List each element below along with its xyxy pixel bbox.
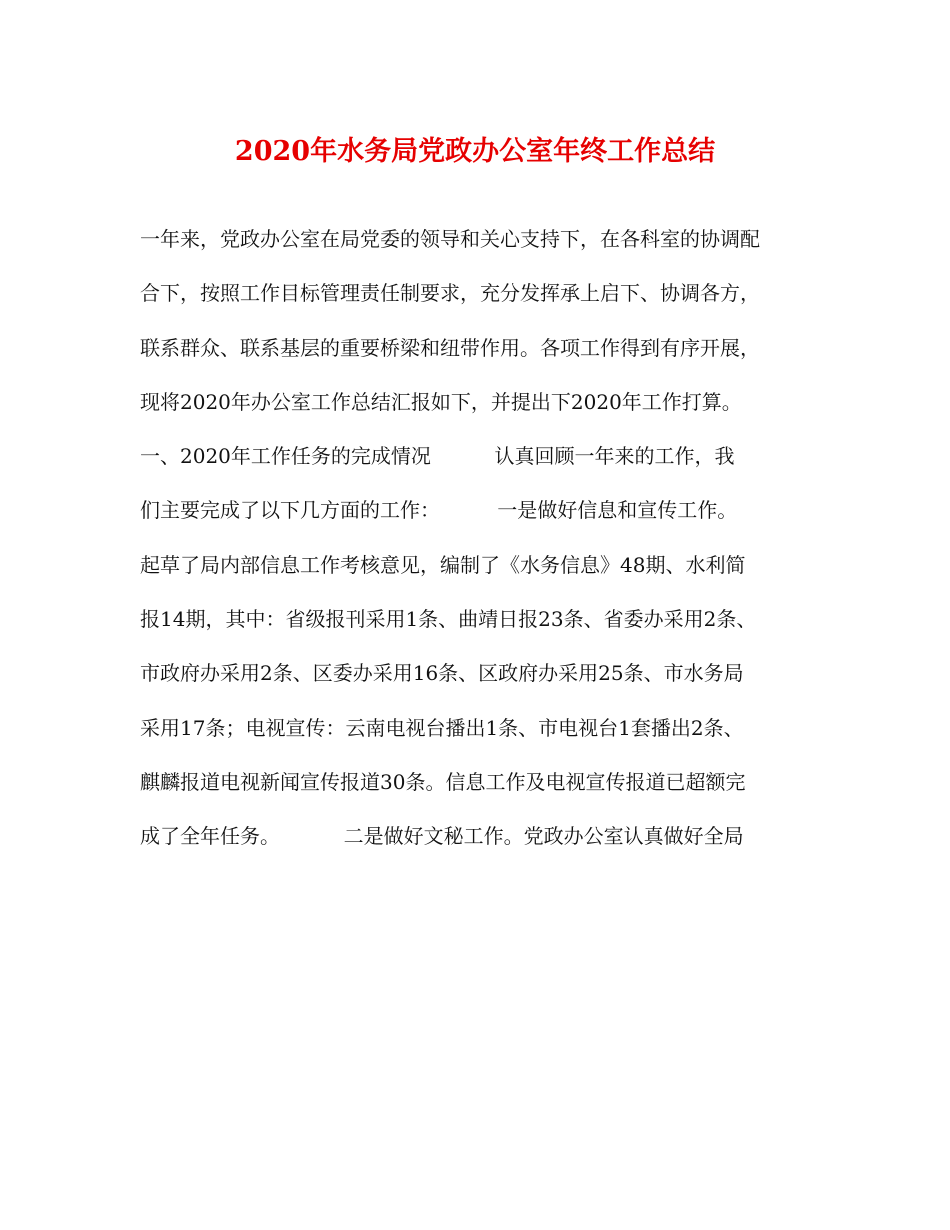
body-line: 合下，按照工作目标管理责任制要求，充分发挥承上启下、协调各方， xyxy=(140,281,760,306)
body-line: 成了全年任务。 二是做好文秘工作。党政办公室认真做好全局 xyxy=(140,824,744,849)
body-line: 一年来，党政办公室在局党委的领导和关心支持下，在各科室的协调配 xyxy=(140,227,760,251)
body-line: 起草了局内部信息工作考核意见，编制了《水务信息》48期、水利简 xyxy=(140,552,746,577)
body-line: 麒麟报道电视新闻宣传报道30条。信息工作及电视宣传报道已超额完 xyxy=(140,769,746,794)
body-line: 采用17条；电视宣传：云南电视台播出1条、市电视台1套播出2条、 xyxy=(140,715,744,740)
document-title: 2020年水务局党政办公室年终工作总结 xyxy=(234,136,716,167)
body-line: 一、2020年工作任务的完成情况 认真回顾一年来的工作，我 xyxy=(140,444,735,469)
body-line: 市政府办采用2条、区委办采用16条、区政府办采用25条、市水务局 xyxy=(140,661,744,686)
body-line: 们主要完成了以下几方面的工作： 一是做好信息和宣传工作。 xyxy=(140,498,738,523)
body-line: 联系群众、联系基层的重要桥梁和纽带作用。各项工作得到有序开展， xyxy=(140,335,760,360)
body-line: 报14期，其中：省级报刊采用1条、曲靖日报23条、省委办采用2条、 xyxy=(140,607,757,632)
document-body xyxy=(140,212,840,864)
body-line: 现将2020年办公室工作总结汇报如下，并提出下2020年工作打算。 xyxy=(140,389,742,414)
